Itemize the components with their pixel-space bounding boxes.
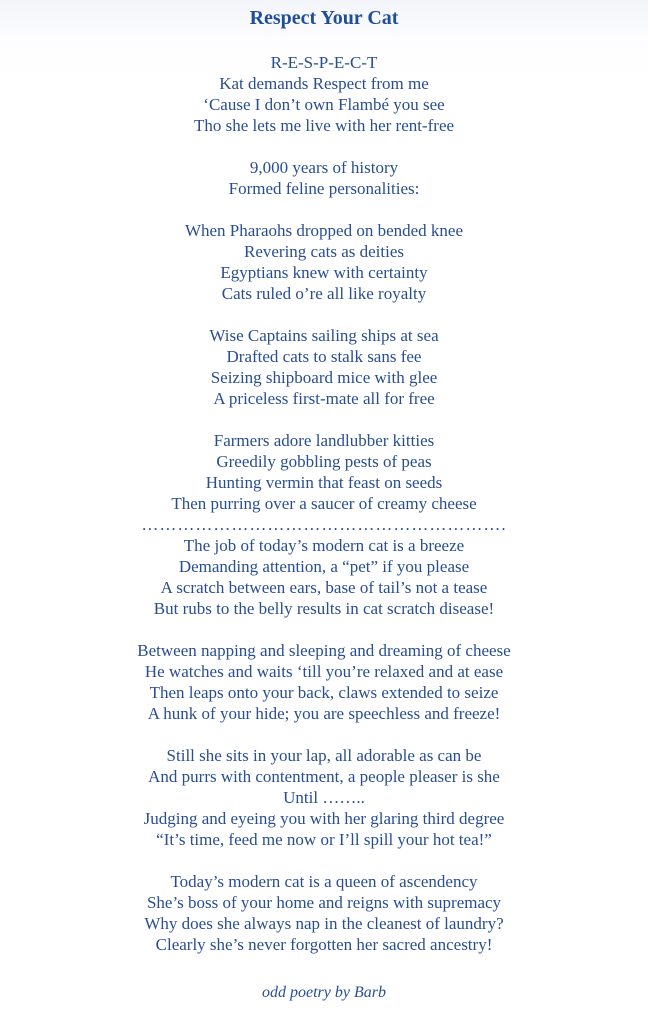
poem-line: Wise Captains sailing ships at sea xyxy=(209,326,439,345)
poem-body xyxy=(0,52,648,955)
stanza xyxy=(0,871,648,955)
poem-line: Formed feline personalities: xyxy=(228,179,420,198)
poem-line: The job of today’s modern cat is a breeze xyxy=(183,536,465,555)
poem-line: Seizing shipboard mice with glee xyxy=(210,368,438,387)
poem-line: Still she sits in your lap, all adorable as can be xyxy=(166,746,482,765)
poem-line: Egyptians knew with certainty xyxy=(220,263,428,282)
stanza xyxy=(0,157,648,199)
poem-line: Cats ruled o’re all like royalty xyxy=(221,284,427,303)
poem-line: Demanding attention, a “pet” if you please xyxy=(178,557,470,576)
stanza-gap xyxy=(0,850,648,871)
poem-line: “It’s time, feed me now or I’ll spill your hot tea!” xyxy=(156,830,492,849)
poem-line: When Pharaohs dropped on bended knee xyxy=(184,221,464,240)
poem-line: Why does she always nap in the cleanest of laundry? xyxy=(144,914,504,933)
poem-line: But rubs to the belly results in cat scratch disease! xyxy=(153,599,495,618)
stanza xyxy=(0,52,648,136)
poem-line: 9,000 years of history xyxy=(249,158,399,177)
poem-line: ‘Cause I don’t own Flambé you see xyxy=(203,95,445,114)
poem-line: Judging and eyeing you with her glaring third degree xyxy=(143,809,505,828)
author-signature: odd poetry by Barb xyxy=(262,984,386,1001)
stanza-gap xyxy=(0,304,648,325)
stanza-gap xyxy=(0,136,648,157)
stanza xyxy=(0,220,648,304)
poem-line: Today’s modern cat is a queen of ascendency xyxy=(170,872,478,891)
stanza-gap xyxy=(0,619,648,640)
stanza xyxy=(0,430,648,619)
poem-line: She’s boss of your home and reigns with supremacy xyxy=(146,893,502,912)
poem-line: Between napping and sleeping and dreaming of cheese xyxy=(137,641,511,660)
poem-line: Then purring over a saucer of creamy cheese xyxy=(171,494,477,513)
poem-line: And purrs with contentment, a people pleaser is she xyxy=(148,767,500,786)
poem-line: Then leaps onto your back, claws extended to seize xyxy=(149,683,499,702)
poem-line: Clearly she’s never forgotten her sacred ancestry! xyxy=(155,935,493,954)
poem-line: A scratch between ears, base of tail’s not a tease xyxy=(160,578,488,597)
poem-line: Greedily gobbling pests of peas xyxy=(216,452,432,471)
poem-line: Hunting vermin that feast on seeds xyxy=(205,473,443,492)
stanza xyxy=(0,325,648,409)
poem-line: A hunk of your hide; you are speechless and freeze! xyxy=(147,704,501,723)
stanza xyxy=(0,745,648,850)
poem-line: Tho she lets me live with her rent-free xyxy=(193,116,455,135)
stanza-gap xyxy=(0,409,648,430)
poem-line: Revering cats as deities xyxy=(243,242,405,261)
stanza-gap xyxy=(0,724,648,745)
stanza xyxy=(0,640,648,724)
poem-line: A priceless first-mate all for free xyxy=(213,389,435,408)
poem-line: He watches and waits ‘till you’re relaxed and at ease xyxy=(144,662,504,681)
poem-line: Kat demands Respect from me xyxy=(219,74,429,93)
dotted-divider: ……………………………………………………. xyxy=(141,515,507,534)
stanza-gap xyxy=(0,199,648,220)
poem-title: Respect Your Cat xyxy=(249,7,399,29)
poem-line: R-E-S-P-E-C-T xyxy=(270,53,378,72)
poem-line: Farmers adore landlubber kitties xyxy=(213,431,435,450)
poem-line: Until …….. xyxy=(283,788,365,807)
poem-line: Drafted cats to stalk sans fee xyxy=(226,347,422,366)
